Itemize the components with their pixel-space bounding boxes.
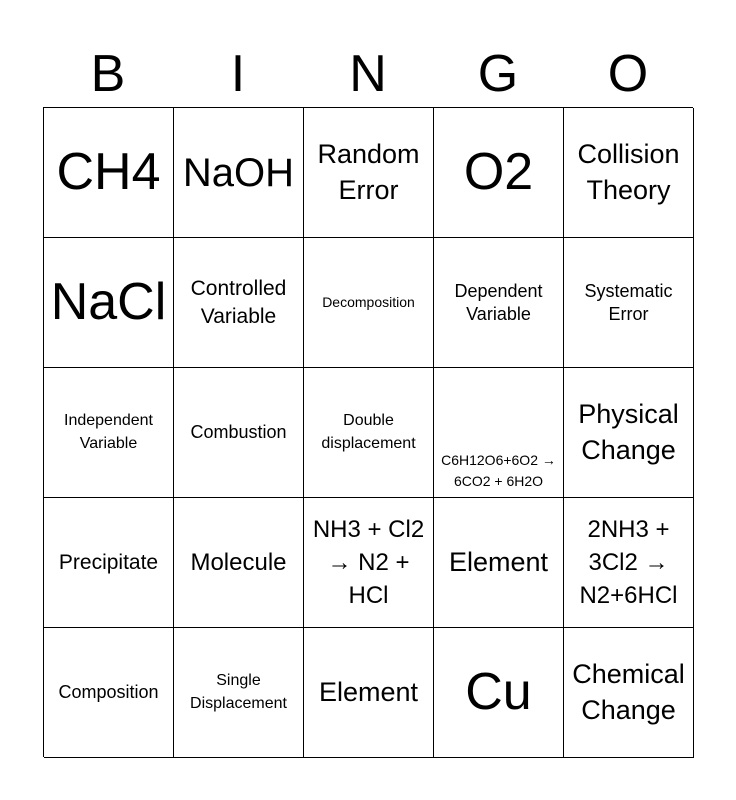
cell-text: Element <box>318 676 419 707</box>
cell-text: CH4 <box>56 142 161 201</box>
cell-text: Combustion <box>190 422 287 443</box>
bingo-cell[interactable] <box>304 628 434 758</box>
cell-text: Systematic Error <box>584 281 673 324</box>
cell-text: Chemical Change <box>572 659 685 725</box>
cell-text: C6H12O6+6O2 → 6CO2 + 6H2O <box>441 452 556 489</box>
bingo-cell[interactable] <box>44 628 174 758</box>
cell-text: Collision Theory <box>577 139 680 205</box>
cell-text: Element <box>448 546 549 577</box>
cell-text: Controlled Variable <box>190 277 287 328</box>
bingo-cell[interactable] <box>434 108 564 238</box>
bingo-cell[interactable] <box>174 238 304 368</box>
bingo-card-grid <box>43 107 693 757</box>
bingo-cell[interactable] <box>174 498 304 628</box>
cell-text: Physical Change <box>578 399 679 465</box>
bingo-cell[interactable] <box>434 628 564 758</box>
cell-text: Composition <box>58 682 159 703</box>
cell-text: Single Displacement <box>190 672 287 712</box>
header-letter-o: O <box>607 45 649 103</box>
bingo-cell[interactable] <box>44 368 174 498</box>
bingo-cell[interactable] <box>434 498 564 628</box>
cell-text: Double displacement <box>321 412 416 452</box>
bingo-cell[interactable] <box>44 108 174 238</box>
bingo-cell[interactable] <box>174 628 304 758</box>
header-letter-n: N <box>349 45 387 103</box>
bingo-cell[interactable] <box>174 108 304 238</box>
bingo-cell[interactable] <box>44 238 174 368</box>
bingo-cell[interactable] <box>564 628 694 758</box>
bingo-header <box>43 40 693 108</box>
bingo-cell[interactable] <box>304 238 434 368</box>
cell-text: Decomposition <box>322 294 415 310</box>
cell-text: Molecule <box>190 548 287 576</box>
bingo-cell[interactable] <box>304 498 434 628</box>
bingo-cell[interactable] <box>564 238 694 368</box>
bingo-cell[interactable] <box>564 498 694 628</box>
bingo-cell[interactable] <box>304 368 434 498</box>
cell-text: Precipitate <box>58 550 159 574</box>
bingo-cell[interactable] <box>434 368 564 498</box>
bingo-cell[interactable] <box>564 108 694 238</box>
bingo-cell[interactable] <box>564 368 694 498</box>
header-letter-g: G <box>477 45 519 103</box>
cell-text: NH3 + Cl2 → N2 + HCl <box>312 515 425 610</box>
cell-text: NaOH <box>182 150 295 195</box>
cell-text: Independent Variable <box>64 412 153 452</box>
bingo-cell[interactable] <box>304 108 434 238</box>
cell-text: 2NH3 + 3Cl2 → N2+6HCl <box>579 515 678 610</box>
cell-text: Random Error <box>317 139 420 205</box>
cell-text: NaCl <box>50 272 167 331</box>
cell-text: Cu <box>465 662 532 721</box>
header-letter-b: B <box>90 45 126 103</box>
cell-text: Dependent Variable <box>454 281 543 324</box>
cell-text: O2 <box>463 142 534 201</box>
bingo-cell[interactable] <box>174 368 304 498</box>
header-letter-i: I <box>230 45 246 103</box>
bingo-cell[interactable] <box>44 498 174 628</box>
bingo-cell[interactable] <box>434 238 564 368</box>
